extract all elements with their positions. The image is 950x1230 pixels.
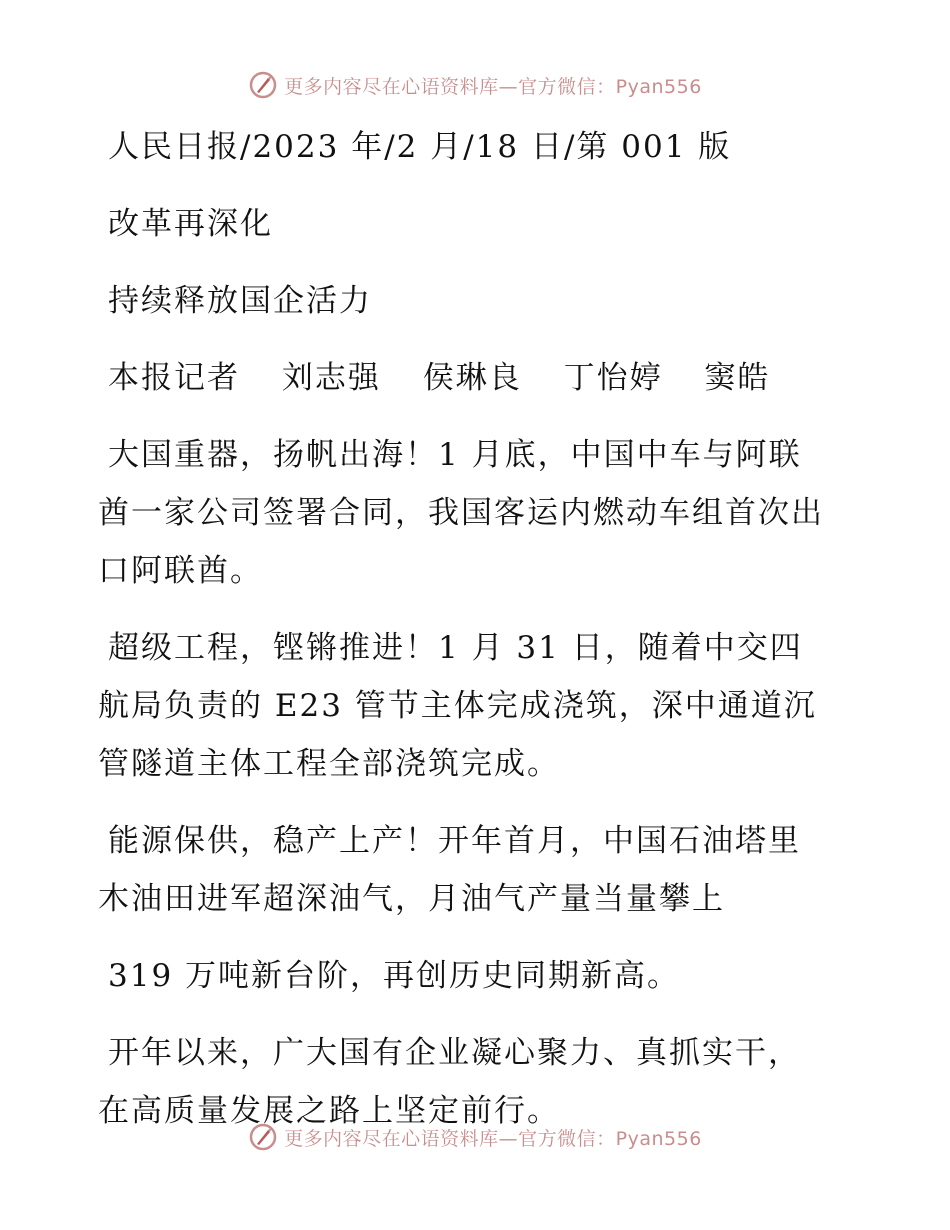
publication-meta: 人民日报/2023 年/2 月/18 日/第 001 版	[108, 129, 732, 165]
paragraph-2-line-1: 超级工程，铿锵推进！1 月 31 日，随着中交四	[108, 630, 803, 666]
paragraph-1-line-2: 酋一家公司签署合同，我国客运内燃动车组首次出	[98, 495, 824, 531]
paragraph-5-line-2: 在高质量发展之路上坚定前行。	[98, 1093, 560, 1129]
paragraph-5-line-1: 开年以来，广大国有企业凝心聚力、真抓实干，	[108, 1035, 801, 1071]
byline-prefix: 本报记者	[108, 360, 240, 396]
byline-author: 刘志强	[281, 360, 381, 396]
watermark-text: 更多内容尽在心语资料库—官方微信：Pyan556	[284, 1127, 702, 1150]
watermark-top	[0, 70, 950, 100]
paragraph-3-line-2: 木油田进军超深油气，月油气产量当量攀上	[98, 881, 725, 917]
article-title-line-1: 改革再深化	[108, 206, 273, 242]
paragraph-3-line-1: 能源保供，稳产上产！开年首月，中国石油塔里	[108, 823, 801, 859]
article	[98, 118, 858, 1140]
paragraph-1-line-3: 口阿联酋。	[98, 553, 263, 589]
byline-author: 丁怡婷	[563, 360, 663, 396]
byline-author: 侯琳良	[422, 360, 522, 396]
paragraph-2-line-2: 航局负责的 E23 管节主体完成浇筑，深中通道沉	[98, 688, 817, 724]
byline-author: 窦皓	[704, 360, 771, 396]
watermark-bottom	[0, 1122, 950, 1152]
paragraph-2-line-3: 管隧道主体工程全部浇筑完成。	[98, 746, 560, 782]
paragraph-1-line-1: 大国重器，扬帆出海！1 月底，中国中车与阿联	[108, 437, 802, 473]
article-title-line-2: 持续释放国企活力	[108, 283, 372, 319]
paragraph-4-line-1: 319 万吨新台阶，再创历史同期新高。	[108, 958, 681, 994]
byline	[98, 349, 858, 407]
watermark-text: 更多内容尽在心语资料库—官方微信：Pyan556	[284, 75, 702, 98]
quill-logo-icon	[248, 1122, 278, 1152]
quill-logo-icon	[248, 70, 278, 100]
